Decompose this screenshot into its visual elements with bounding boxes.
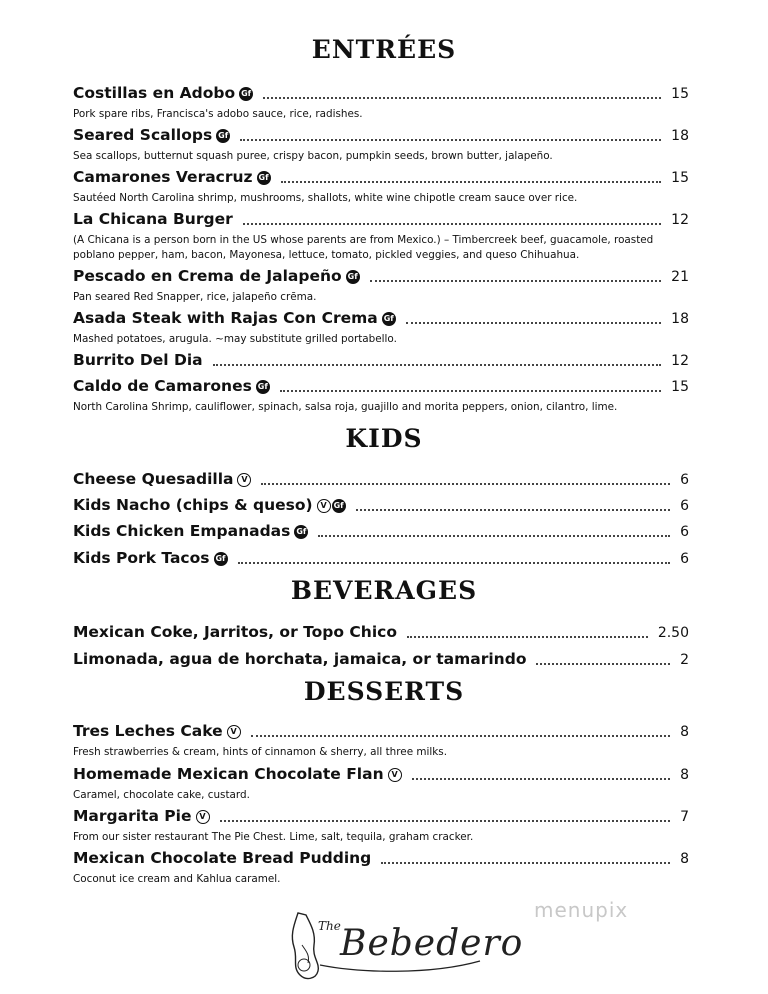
item-price: 8 xyxy=(680,767,689,783)
dot-leader xyxy=(238,562,671,564)
dot-leader xyxy=(213,364,662,366)
dot-leader xyxy=(318,535,670,537)
menu-item-row xyxy=(73,807,689,829)
menu-item xyxy=(73,650,689,672)
diet-badges xyxy=(239,87,253,101)
item-price: 7 xyxy=(680,809,689,825)
menu-item-row xyxy=(73,849,689,871)
menu-item xyxy=(73,267,689,305)
item-name: Camarones Veracruz xyxy=(73,168,253,186)
item-description: Mashed potatoes, arugula. ~may substitute grilled portabello. xyxy=(73,333,397,345)
item-name: Mexican Coke, Jarritos, or Topo Chico xyxy=(73,623,397,641)
menu-item xyxy=(73,210,689,263)
diet-badges xyxy=(294,525,308,539)
menu-item-row xyxy=(73,496,689,518)
item-name: Kids Chicken Empanadas xyxy=(73,522,291,540)
diet-badges xyxy=(214,552,228,566)
menu-item-row xyxy=(73,623,689,645)
menu-item-row xyxy=(73,84,689,106)
item-price: 6 xyxy=(680,498,689,514)
dot-leader xyxy=(251,735,670,737)
menu-item-row xyxy=(73,377,689,399)
dot-leader xyxy=(240,139,661,141)
gluten-free-icon: Gf xyxy=(214,552,228,566)
gluten-free-icon: Gf xyxy=(382,312,396,326)
diet-badges xyxy=(317,499,346,513)
menu-item xyxy=(73,849,689,887)
menu-item-row xyxy=(73,549,689,571)
item-name: Tres Leches Cake xyxy=(73,722,223,740)
gluten-free-icon: Gf xyxy=(332,499,346,513)
menu-item xyxy=(73,377,689,415)
item-description: Caramel, chocolate cake, custard. xyxy=(73,789,250,801)
item-price: 8 xyxy=(680,851,689,867)
menu-item xyxy=(73,765,689,803)
item-price: 15 xyxy=(671,86,689,102)
item-name: Kids Nacho (chips & queso) xyxy=(73,496,313,514)
diet-badges xyxy=(237,473,251,487)
item-price: 6 xyxy=(680,472,689,488)
item-price: 2 xyxy=(680,652,689,668)
menu-item xyxy=(73,549,689,571)
gluten-free-icon: Gf xyxy=(216,129,230,143)
menu-item xyxy=(73,522,689,544)
entrees-heading: ENTRÉES xyxy=(311,35,457,64)
diet-badges xyxy=(216,129,230,143)
dot-leader xyxy=(381,862,670,864)
item-price: 6 xyxy=(680,524,689,540)
item-price: 12 xyxy=(671,212,689,228)
item-description: From our sister restaurant The Pie Chest. Lime, salt, tequila, graham cracker. xyxy=(73,831,474,843)
menu-item-row xyxy=(73,351,689,373)
menu-item-row xyxy=(73,210,689,232)
dot-leader xyxy=(263,97,661,99)
logo-the: The xyxy=(318,919,341,933)
menu-item-row xyxy=(73,650,689,672)
gluten-free-icon: Gf xyxy=(256,380,270,394)
menu-item xyxy=(73,309,689,347)
dot-leader xyxy=(281,181,662,183)
diet-badges xyxy=(256,380,270,394)
dot-leader xyxy=(261,483,670,485)
item-name: La Chicana Burger xyxy=(73,210,233,228)
gluten-free-icon: Gf xyxy=(294,525,308,539)
menu-item xyxy=(73,126,689,164)
menu-item xyxy=(73,623,689,645)
vegetarian-icon: V xyxy=(237,473,251,487)
vegetarian-icon: V xyxy=(196,810,210,824)
dot-leader xyxy=(280,390,661,392)
menu-item-row xyxy=(73,522,689,544)
vegetarian-icon: V xyxy=(317,499,331,513)
item-name: Burrito Del Dia xyxy=(73,351,203,369)
item-price: 12 xyxy=(671,353,689,369)
item-name: Homemade Mexican Chocolate Flan xyxy=(73,765,384,783)
logo-name: Bebedero xyxy=(340,923,524,964)
kids-heading: KIDS xyxy=(345,424,423,453)
diet-badges xyxy=(257,171,271,185)
item-name: Costillas en Adobo xyxy=(73,84,236,102)
menu-item xyxy=(73,722,689,760)
dot-leader xyxy=(243,223,661,225)
menu-item xyxy=(73,470,689,492)
item-description: Coconut ice cream and Kahlua caramel. xyxy=(73,873,281,885)
dot-leader xyxy=(412,778,670,780)
item-name: Asada Steak with Rajas Con Crema xyxy=(73,309,378,327)
item-price: 15 xyxy=(671,379,689,395)
item-name: Cheese Quesadilla xyxy=(73,470,234,488)
vegetarian-icon: V xyxy=(388,768,402,782)
gluten-free-icon: Gf xyxy=(239,87,253,101)
item-name: Kids Pork Tacos xyxy=(73,549,210,567)
menu-item-row xyxy=(73,309,689,331)
diet-badges xyxy=(388,768,402,782)
diet-badges xyxy=(382,312,396,326)
menu-item xyxy=(73,807,689,845)
item-description: North Carolina Shrimp, cauliflower, spinach, salsa roja, guajillo and morita peppers, onion, cilantro, lime. xyxy=(73,401,618,413)
item-price: 15 xyxy=(671,170,689,186)
menu-item-row xyxy=(73,470,689,492)
gluten-free-icon: Gf xyxy=(346,270,360,284)
menu-item xyxy=(73,496,689,518)
item-name: Mexican Chocolate Bread Pudding xyxy=(73,849,372,867)
menu-item xyxy=(73,351,689,373)
menu-item-row xyxy=(73,722,689,744)
menu-item-row xyxy=(73,126,689,148)
item-description: (A Chicana is a person born in the US whose parents are from Mexico.) – Timbercreek beef, guacamole, roasted poblano pepper, ham, bacon, Mayonesa, lettuce, tomato, pickled veggies, and queso Chihuahua. xyxy=(73,234,654,261)
dot-leader xyxy=(356,509,670,511)
diet-badges xyxy=(196,810,210,824)
item-name: Seared Scallops xyxy=(73,126,213,144)
item-price: 2.50 xyxy=(657,625,689,641)
dot-leader xyxy=(407,636,648,638)
diet-badges xyxy=(227,725,241,739)
vegetarian-icon: V xyxy=(227,725,241,739)
menu-item-row xyxy=(73,168,689,190)
item-name: Limonada, agua de horchata, jamaica, or tamarindo xyxy=(73,650,527,668)
dot-leader xyxy=(536,663,670,665)
item-description: Sautéed North Carolina shrimp, mushrooms, shallots, white wine chipotle cream sauce over rice. xyxy=(73,192,578,204)
item-name: Pescado en Crema de Jalapeño xyxy=(73,267,342,285)
item-description: Pan seared Red Snapper, rice, jalapeño crēma. xyxy=(73,291,317,303)
item-description: Sea scallops, butternut squash puree, crispy bacon, pumpkin seeds, brown butter, jalapeño. xyxy=(73,150,553,162)
item-price: 18 xyxy=(671,128,689,144)
dot-leader xyxy=(406,322,661,324)
dot-leader xyxy=(370,280,662,282)
item-name: Margarita Pie xyxy=(73,807,192,825)
item-name: Caldo de Camarones xyxy=(73,377,252,395)
item-price: 8 xyxy=(680,724,689,740)
bebedero-logo xyxy=(280,905,524,985)
menu-item-row xyxy=(73,267,689,289)
gluten-free-icon: Gf xyxy=(257,171,271,185)
item-price: 21 xyxy=(671,269,689,285)
dot-leader xyxy=(220,820,671,822)
item-price: 18 xyxy=(671,311,689,327)
menu-item xyxy=(73,168,689,206)
menupix-watermark: menupix xyxy=(534,898,629,922)
item-price: 6 xyxy=(680,551,689,567)
item-description: Fresh strawberries & cream, hints of cinnamon & sherry, all three milks. xyxy=(73,746,448,758)
desserts-heading: DESSERTS xyxy=(303,677,465,706)
diet-badges xyxy=(346,270,360,284)
beverages-heading: BEVERAGES xyxy=(290,576,478,605)
item-description: Pork spare ribs, Francisca's adobo sauce, rice, radishes. xyxy=(73,108,363,120)
menu-item-row xyxy=(73,765,689,787)
menu-item xyxy=(73,84,689,122)
